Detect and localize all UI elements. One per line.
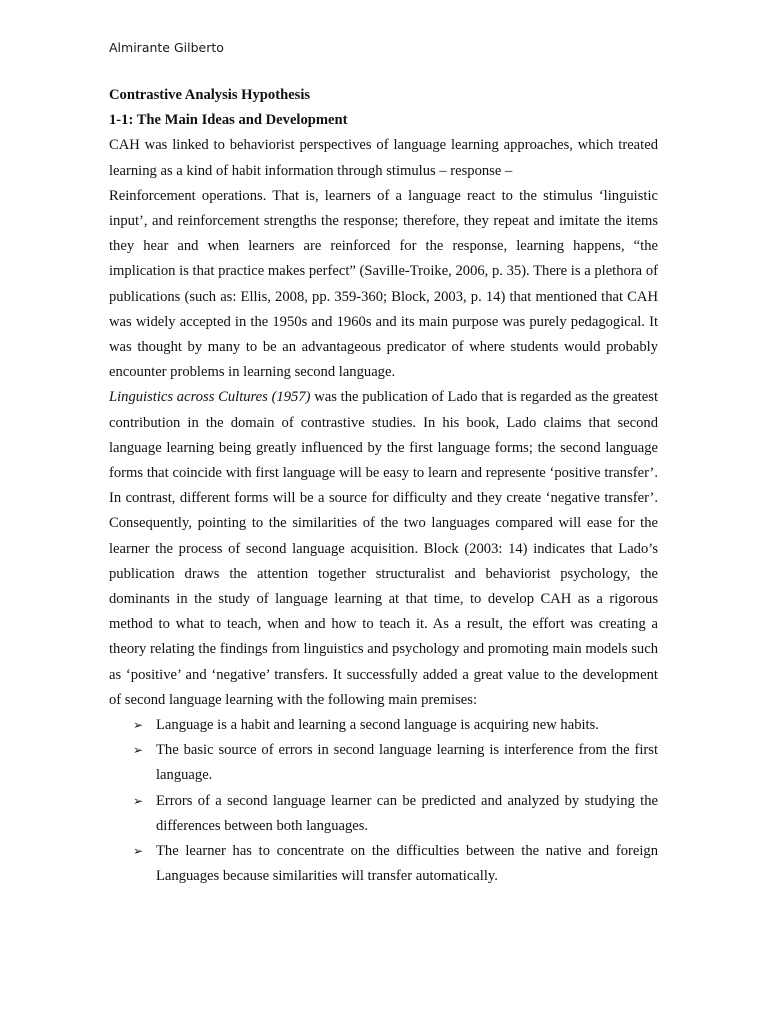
list-item-text: Language is a habit and learning a second language is acquiring new habits. [156,717,599,734]
list-item-text: The basic source of errors in second language learning is interference from the first language. [156,742,658,784]
list-item [109,839,658,889]
paragraph-1: CAH was linked to behaviorist perspectives of language learning approaches, which treated learning as a kind of habit information through stimulus – response – [109,137,658,179]
arrow-bullet-icon: ➢ [133,743,144,758]
document-title: Contrastive Analysis Hypothesis [109,87,311,103]
list-item [109,713,658,738]
paragraph-3 [109,385,658,713]
premises-list [109,713,658,889]
header-author: Almirante Gilberto [109,40,224,55]
document-body [109,83,658,890]
list-item-text: Errors of a second language learner can be predicted and analyzed by studying the differences between both languages. [156,792,658,834]
section-heading: 1-1: The Main Ideas and Development [109,112,348,129]
list-item [109,789,658,839]
list-item-text: The learner has to concentrate on the difficulties between the native and foreign Languages because similarities will transfer automatically. [156,843,658,885]
paragraph-3-text: was the publication of Lado that is regarded as the greatest contribution in the domain of contrastive studies. In his book, Lado claims that second language learning being greatly influenced by the first language forms; the second language forms that coincide with first language will be easy to learn and represente ‘positive transfer’. In contrast, different forms will be a source for difficulty and they create ‘negative transfer’. Consequently, pointing to the similarities of the two languages compared will ease for the learner the process of second language acquisition. Block (2003: 14) indicates that Lado’s publication draws the attention together structuralist and behaviorist psychology, the dominants in the study of language learning at that time, to develop CAH as a rigorous method to what to teach, when and how to teach it. As a result, the effort was creating a theory relating the findings from linguistics and psychology and promoting main models such as ‘positive’ and ‘negative’ transfers. It successfully added a great value to the development of second language learning with the following main premises: [109,389,658,708]
paragraph-2: Reinforcement operations. That is, learners of a language react to the stimulus ‘linguistic input’, and reinforcement strengths the response; therefore, they repeat and imitate the items they hear and when learners are reinforced for the response, learning happens, “the implication is that practice makes perfect” (Saville-Troike, 2006, p. 35). There is a plethora of publications (such as: Ellis, 2008, pp. 359-360; Block, 2003, p. 14) that mentioned that CAH was widely accepted in the 1950s and 1960s and its main purpose was purely pedagogical. It was thought by many to be an advantageous predicator of where students would probably encounter problems in learning second language. [109,187,658,381]
book-title: Linguistics across Cultures (1957) [109,389,311,406]
list-item [109,738,658,788]
arrow-bullet-icon: ➢ [133,793,144,808]
arrow-bullet-icon: ➢ [133,844,144,859]
arrow-bullet-icon: ➢ [133,718,144,733]
